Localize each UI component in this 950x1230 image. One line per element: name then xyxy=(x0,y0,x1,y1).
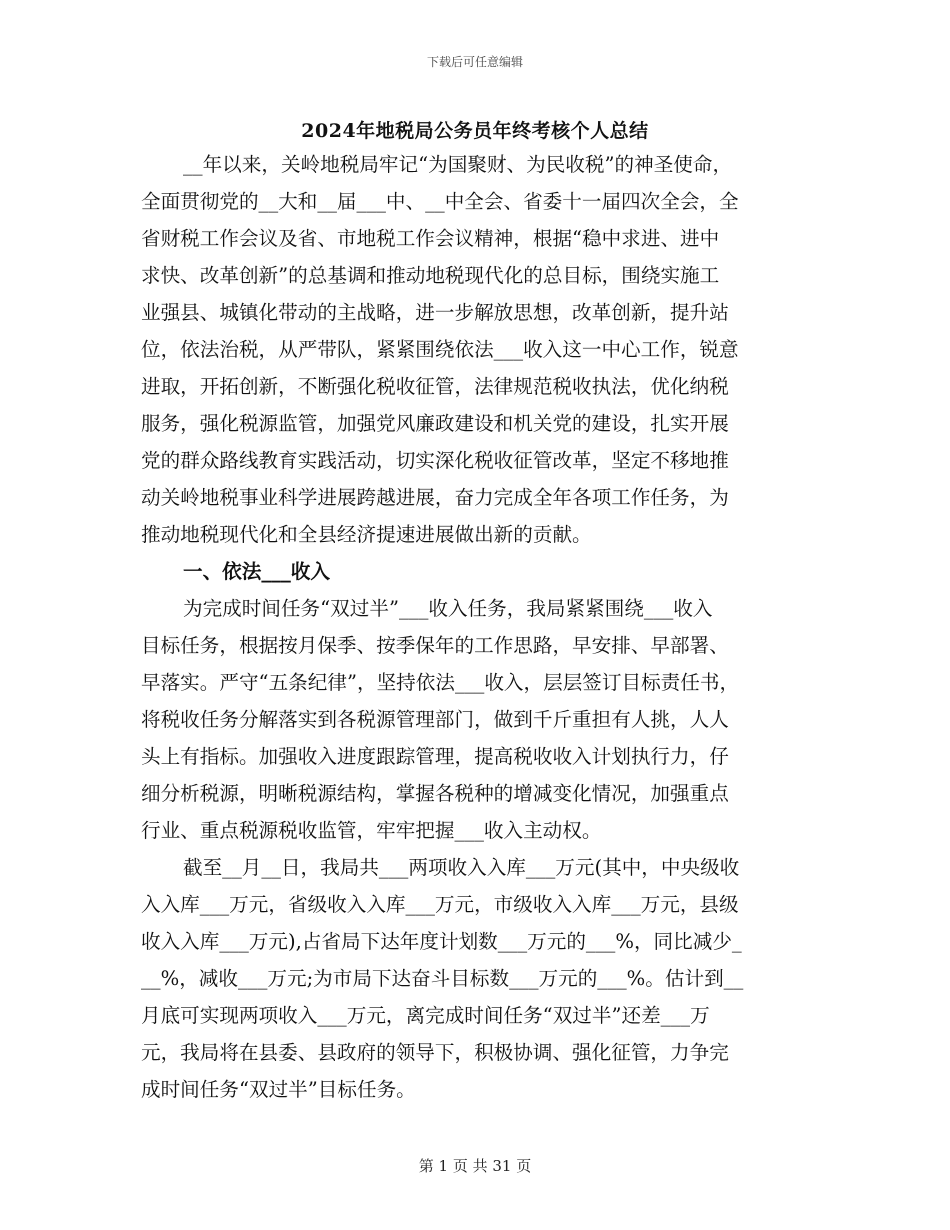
paragraph-line: 行业、重点税源税收监管，牢牢把握___收入主动权。 xyxy=(141,819,602,842)
page-number: 第 1 页 共 31 页 xyxy=(418,1157,532,1175)
paragraph-line: 动关岭地税事业科学进展跨越进展，奋力完成全年各项工作任务，为 xyxy=(141,486,729,509)
paragraph-line: 进取，开拓创新，不断强化税收征管，法律规范税收执法，优化纳税 xyxy=(141,375,729,398)
paragraph-line: 位，依法治税，从严带队，紧紧围绕依法___收入这一中心工作，锐意 xyxy=(141,338,739,361)
document-title: 2024年地税局公务员年终考核个人总结 xyxy=(301,120,649,142)
paragraph-line: 月底可实现两项收入___万元，离完成时间任务“双过半”还差___万 xyxy=(141,1004,710,1027)
paragraph-line: 党的群众路线教育实践活动，切实深化税收征管改革，坚定不移地推 xyxy=(141,449,729,472)
paragraph-line: 入入库___万元，省级收入入库___万元，市级收入入库___万元，县级 xyxy=(141,893,739,916)
paragraph-line: 收入入库___万元),占省局下达年度计划数___万元的___%，同比减少_ xyxy=(141,930,742,953)
paragraph-line: 早落实。严守“五条纪律”，坚持依法___收入，层层签订目标责任书， xyxy=(141,671,740,694)
paragraph-line: 业强县、城镇化带动的主战略，进一步解放思想，改革创新，提升站 xyxy=(141,301,729,324)
paragraph-line: 目标任务，根据按月保季、按季保年的工作思路，早安排、早部署、 xyxy=(141,634,729,657)
paragraph-line: __%，减收___万元;为市局下达奋斗目标数___万元的___%。估计到__ xyxy=(141,967,744,990)
paragraph-line: 细分析税源，明晰税源结构，掌握各税种的增减变化情况，加强重点 xyxy=(141,782,729,805)
paragraph-line: 元，我局将在县委、县政府的领导下，积极协调、强化征管，力争完 xyxy=(141,1041,729,1064)
paragraph-line: 服务，强化税源监管，加强党风廉政建设和机关党的建设，扎实开展 xyxy=(141,412,729,435)
header-note: 下载后可任意编辑 xyxy=(426,55,523,69)
paragraph-line: 截至__月__日，我局共___两项收入入库___万元(其中，中央级收 xyxy=(183,856,740,879)
paragraph-line: 将税收任务分解落实到各税源管理部门，做到千斤重担有人挑，人人 xyxy=(141,708,729,731)
paragraph-line: 省财税工作会议及省、市地税工作会议精神，根据“稳中求进、进中 xyxy=(141,227,720,250)
paragraph-line: 求快、改革创新”的总基调和推动地税现代化的总目标，围绕实施工 xyxy=(141,264,720,287)
paragraph-line: 头上有指标。加强收入进度跟踪管理，提高税收收入计划执行力，仔 xyxy=(141,745,729,768)
paragraph-line: __年以来，关岭地税局牢记“为国聚财、为民收税”的神圣使命， xyxy=(183,153,733,176)
paragraph-line: 成时间任务“双过半”目标任务。 xyxy=(141,1078,416,1101)
paragraph-line: 为完成时间任务“双过半”___收入任务，我局紧紧围绕___收入 xyxy=(183,597,713,620)
paragraph-line: 推动地税现代化和全县经济提速进展做出新的贡献。 xyxy=(141,523,592,546)
document-body xyxy=(141,146,821,1108)
paragraph-line: 全面贯彻党的__大和__届___中、__中全会、省委十一届四次全会，全 xyxy=(141,190,739,213)
section-heading: 一、依法___收入 xyxy=(183,560,330,583)
